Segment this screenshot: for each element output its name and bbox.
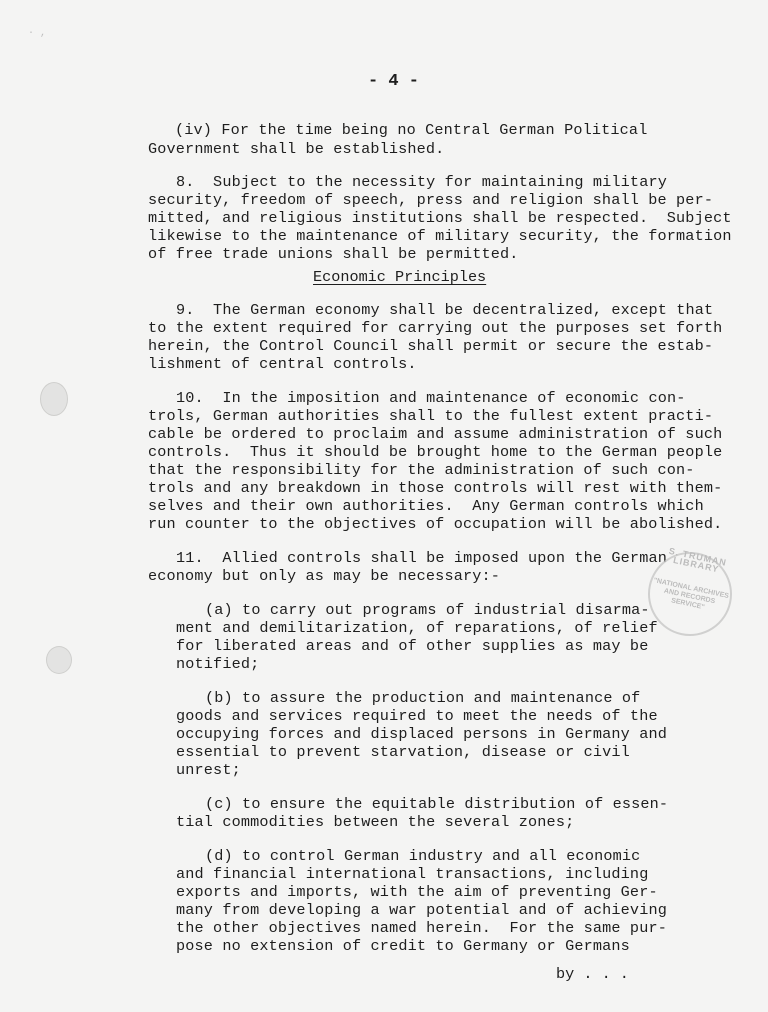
text-line: 8. Subject to the necessity for maintaining military [176, 173, 667, 191]
text-line: and financial international transactions, including [176, 865, 649, 883]
stamp-inner-text: "NATIONAL ARCHIVES AND RECORDS SERVICE" [652, 577, 730, 612]
text-line: controls. Thus it should be brought home to the German people [148, 443, 723, 461]
text-line: Government shall be established. [148, 140, 445, 158]
text-line: cable be ordered to proclaim and assume administration of such [148, 425, 723, 443]
text-line: trols and any breakdown in those controls will rest with them- [148, 479, 723, 497]
text-line: (c) to ensure the equitable distribution of essen- [205, 795, 669, 813]
text-line: selves and their own authorities. Any German controls which [148, 497, 704, 515]
text-line: many from developing a war potential and of achieving [176, 901, 667, 919]
text-line: mitted, and religious institutions shall be respected. Subject [148, 209, 732, 227]
text-line: tial commodities between the several zones; [176, 813, 575, 831]
text-line: unrest; [176, 761, 241, 779]
section-heading: Economic Principles [313, 268, 487, 286]
text-line: herein, the Control Council shall permit or secure the estab- [148, 337, 714, 355]
page-number: - 4 - [368, 72, 420, 91]
text-line: 11. Allied controls shall be imposed upon the German [176, 549, 667, 567]
text-line: 9. The German economy shall be decentralized, except that [176, 301, 714, 319]
text-line: notified; [176, 655, 260, 673]
text-line: exports and imports, with the aim of preventing Ger- [176, 883, 658, 901]
text-line: lishment of central controls. [148, 355, 417, 373]
text-line: occupying forces and displaced persons in Germany and [176, 725, 667, 743]
paper-specks: · , [28, 28, 47, 39]
text-line: security, freedom of speech, press and religion shall be per- [148, 191, 714, 209]
text-line: (d) to control German industry and all economic [205, 847, 641, 865]
text-line: (iv) For the time being no Central German Political [175, 121, 648, 139]
text-line: of free trade unions shall be permitted. [148, 245, 519, 263]
text-line: likewise to the maintenance of military security, the formation [148, 227, 732, 245]
text-line: run counter to the objectives of occupation will be abolished. [148, 515, 723, 533]
stamp-ring-text: S. TRUMAN LIBRARY [668, 545, 728, 575]
text-line: goods and services required to meet the needs of the [176, 707, 658, 725]
text-line: economy but only as may be necessary:- [148, 567, 501, 585]
text-line: pose no extension of credit to Germany or Germans [176, 937, 630, 955]
text-line: ment and demilitarization, of reparations, of relief [176, 619, 658, 637]
text-line: (a) to carry out programs of industrial disarma- [205, 601, 650, 619]
text-line: essential to prevent starvation, disease or civil [176, 743, 630, 761]
text-line: that the responsibility for the administration of such con- [148, 461, 695, 479]
text-line: trols, German authorities shall to the fullest extent practi- [148, 407, 714, 425]
punch-hole [46, 646, 72, 674]
text-line: 10. In the imposition and maintenance of economic con- [176, 389, 686, 407]
text-line: to the extent required for carrying out the purposes set forth [148, 319, 723, 337]
text-line: the other objectives named herein. For the same pur- [176, 919, 667, 937]
text-line: (b) to assure the production and maintenance of [205, 689, 641, 707]
continuation-footer: by . . . [556, 965, 629, 983]
punch-hole [40, 382, 68, 416]
text-line: for liberated areas and of other supplies as may be [176, 637, 649, 655]
